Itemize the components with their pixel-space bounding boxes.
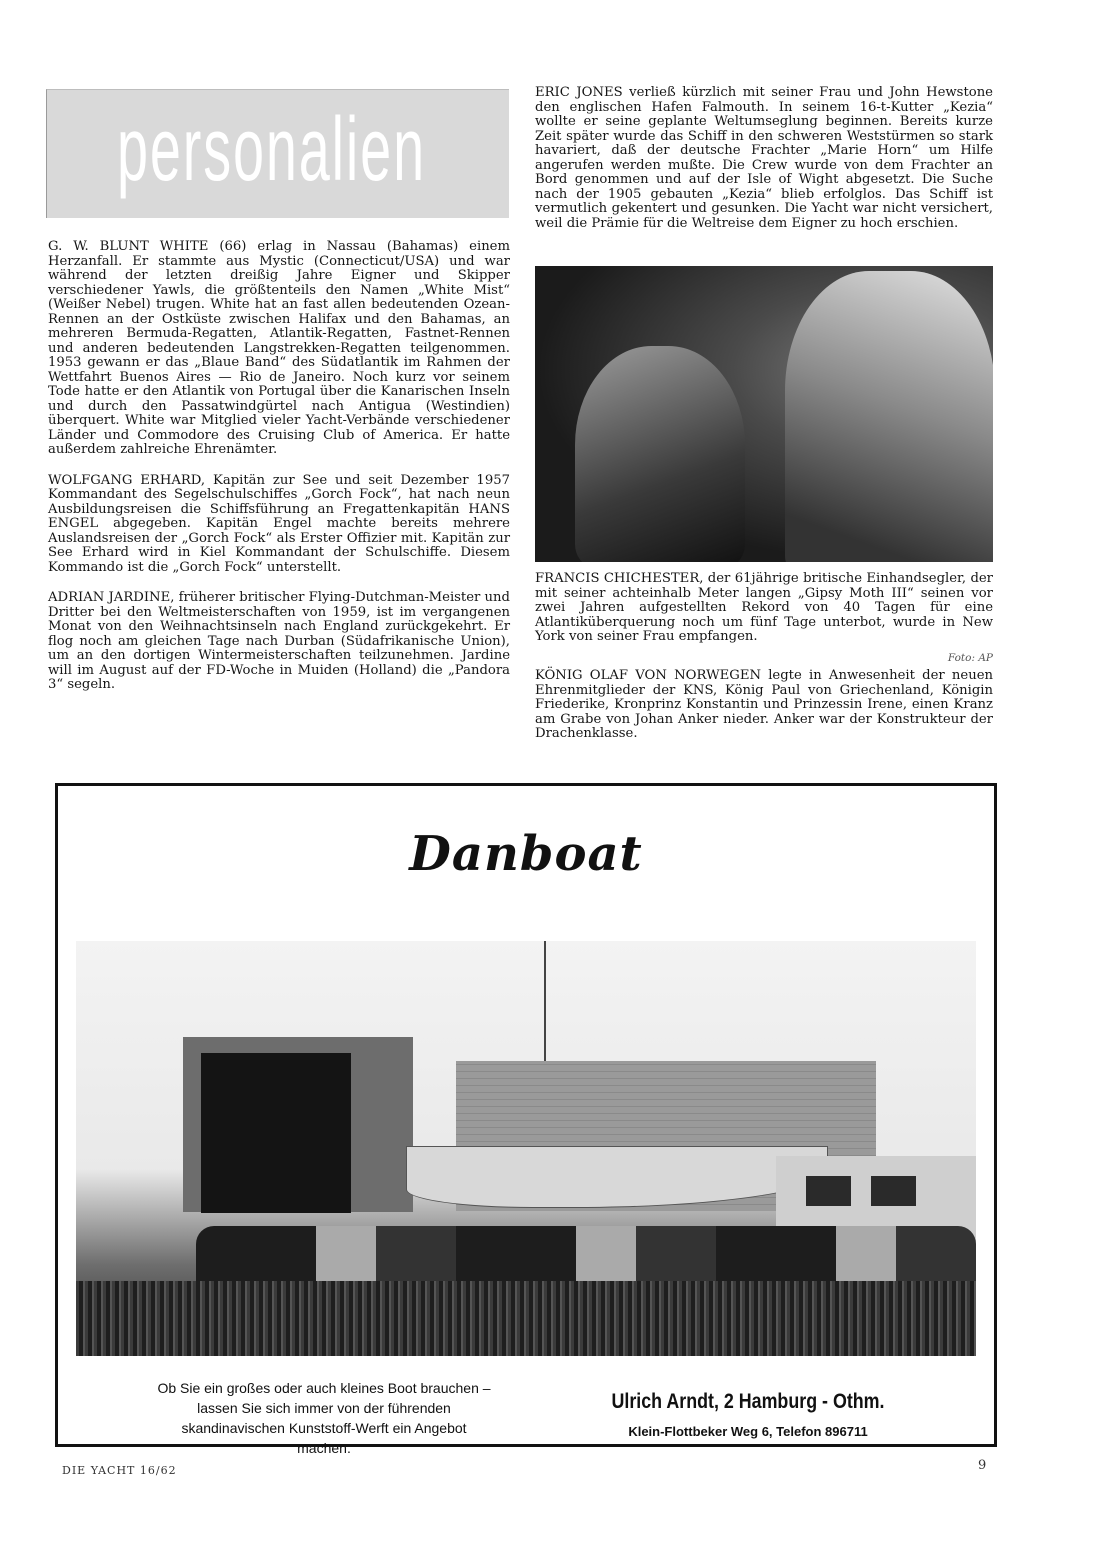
article-wolfgang-erhard: WOLFGANG ERHARD, Kapitän zur See und seit Dezember 1957 Kommandant des Segelschulschiffes „Gorch Fock“, hat nach neun Ausbildungsreisen die Schiffsführung an Fregattenkapitän HANS ENGEL abgegeben. Kapitän Engel machte bereits mehrere Auslandsreisen der „Gorch Fock“ als Erster Offizier mit. Kapitän zur See Erhard wird in Kiel Kommandant der Schulschiffe. Diesem Kommando ist die „Gorch Fock“ unterstellt. [48, 472, 510, 575]
ad-slogan: Ob Sie ein großes oder auch kleines Boot brauchen – lassen Sie sich immer von der führenden skandinavischen Kunststoff-Werft ein Angebot machen. [157, 1380, 491, 1456]
publication-footer: DIE YACHT 16/62 [62, 1464, 177, 1477]
photo-woman-figure [785, 271, 993, 562]
ad-address: Klein-Flottbeker Weg 6, Telefon 896711 [628, 1424, 868, 1439]
photo-man-figure [575, 346, 745, 562]
left-column [48, 240, 510, 693]
ad-company: Ulrich Arndt, 2 Hamburg - Othm. [611, 1390, 885, 1413]
shed-door [201, 1053, 351, 1213]
page-number: 9 [978, 1458, 987, 1473]
antenna [544, 941, 546, 1066]
parked-cars [196, 1226, 976, 1286]
window [806, 1176, 851, 1206]
shipyard-photo [76, 941, 976, 1356]
masthead-banner [46, 89, 509, 218]
article-konig-olaf: KÖNIG OLAF VON NORWEGEN legte in Anwesenheit der neuen Ehrenmitglieder der KNS, König Paul von Griechenland, Königin Friederike, Kronprinz Konstantin und Prinzessin Irene, einen Kranz am Grabe von Johan Anker nieder. Anker war der Konstrukteur der Drachenklasse. [535, 668, 993, 741]
article-adrian-jardine: ADRIAN JARDINE, früherer britischer Flying-Dutchman-Meister und Dritter bei den Weltmeisterschaften von 1959, ist im vergangenen Monat von den Weihnachtsinseln nach England zurückgekehrt. Er flog noch am gleichen Tage nach Durban (Südafrikanische Union), um an den dortigen Wintermeisterschaften teilzunehmen. Jardine will im August auf der FD-Woche in Muiden (Holland) die „Pandora 3“ segeln. [48, 590, 510, 692]
photo-caption: FRANCIS CHICHESTER, der 61jährige britische Einhandsegler, der mit seiner achteinhalb Meter langen „Gipsy Moth III“ seinen vor zwei Jahren aufgestellten Rekord von 40 Tagen für eine Atlantiküberquerung noch um fünf Tage unterbot, wurde in New York von seiner Frau empfangen. [535, 571, 993, 644]
grass-foreground [76, 1281, 976, 1356]
section-title: personalien [117, 100, 426, 200]
article-blunt-white: G. W. BLUNT WHITE (66) erlag in Nassau (Bahamas) einem Herzanfall. Er stammte aus Mystic (Connecticut/USA) und war während der letzten dreißig Jahre Eigner und Skipper verschiedener Yawls, die größtenteils den Namen „White Mist“ (Weißer Nebel) trugen. White hat an fast allen bedeutenden Ozean-Rennen an der Ostküste zwischen Halifax und den Bahamas, an mehreren Bermuda-Regatten, Atlantik-Regatten, Fastnet-Rennen und anderen bedeutenden Langstrekken-Regatten teilgenommen. 1953 gewann er das „Blaue Band“ des Südatlantik im Rahmen der Wettfahrt Buenos Aires — Rio de Janeiro. Noch kurz vor seinem Tode hatte er den Atlantik von Portugal über die Kanarischen Inseln und durch den Passatwindgürtel nach Antigua (Westindien) überquert. White war Mitglied vieler Yacht-Verbände verschiedener Länder und Commodore des Cruising Club of America. Er hatte außerdem zahlreiche Ehrenämter. [48, 239, 510, 457]
chichester-photo [535, 266, 993, 562]
right-column [535, 86, 993, 231]
window [871, 1176, 916, 1206]
article-eric-jones: ERIC JONES verließ kürzlich mit seiner Frau und John Hewstone den englischen Hafen Falmouth. In seinem 16-t-Kutter „Kezia“ wollte er seine geplante Weltumseglung beginnen. Bereits kurze Zeit später wurde das Schiff in den schweren Weststürmen so stark havariert, daß der deutsche Frachter „Marie Horn“ um Hilfe angerufen werden mußte. Die Crew wurde von dem Frachter an Bord genommen und auf der Isle of Wight abgesetzt. Die Suche nach der 1905 gebauten „Kezia“ blieb erfolglos. Das Schiff ist vermutlich gekentert und gesunken. Die Yacht war nicht versichert, weil die Prämie für die Weltreise dem Eigner zu hoch erschien. [535, 85, 993, 231]
danboat-logo: Danboat [409, 826, 643, 882]
photo-credit: Foto: AP [947, 652, 993, 664]
danboat-advertisement [55, 783, 997, 1456]
